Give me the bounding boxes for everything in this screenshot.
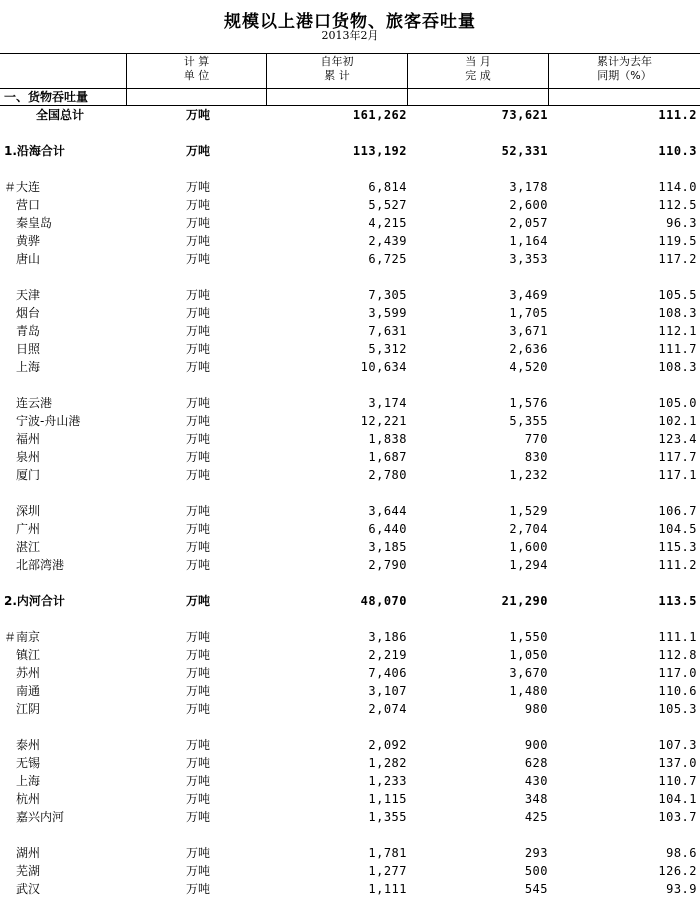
row-yoy-value: 117.0 (658, 666, 697, 680)
row-month-value: 1,705 (509, 306, 548, 320)
row-unit: 万吨 (186, 540, 211, 554)
row-month-value: 1,480 (509, 684, 548, 698)
row-month-value: 2,600 (509, 198, 548, 212)
row-ytd-value: 3,107 (368, 684, 407, 698)
table-row (0, 394, 700, 412)
row-unit: 万吨 (186, 234, 211, 248)
row-ytd-value: 6,725 (368, 252, 407, 266)
row-month-value: 3,178 (509, 180, 548, 194)
table-row (0, 286, 700, 304)
row-name: 1.沿海合计 (4, 144, 65, 158)
row-month-value: 293 (524, 846, 548, 860)
row-name: 深圳 (16, 504, 41, 518)
row-month-value: 5,355 (509, 414, 548, 428)
row-ytd-value: 1,233 (368, 774, 407, 788)
table-row (0, 340, 700, 358)
table-row (0, 250, 700, 268)
row-yoy-value: 111.2 (658, 108, 697, 122)
row-name: ＃南京 (4, 630, 41, 644)
row-name: 杭州 (16, 792, 41, 806)
row-ytd-value: 2,219 (368, 648, 407, 662)
page-subtitle: 2013年2月 (321, 29, 379, 42)
row-name: 福州 (16, 432, 41, 446)
table-row (0, 628, 700, 646)
table-row (0, 502, 700, 520)
row-ytd-value: 2,074 (368, 702, 407, 716)
row-ytd-value: 1,282 (368, 756, 407, 770)
header-ytd-line1: 自年初 (320, 55, 354, 68)
row-ytd-value: 5,312 (368, 342, 407, 356)
row-unit: 万吨 (186, 288, 211, 302)
row-ytd-value: 12,221 (360, 414, 407, 428)
table-row (0, 448, 700, 466)
row-name: 泰州 (16, 738, 41, 752)
row-unit: 万吨 (186, 684, 211, 698)
row-month-value: 3,671 (509, 324, 548, 338)
row-month-value: 1,529 (509, 504, 548, 518)
row-name: 日照 (16, 342, 41, 356)
row-yoy-value: 126.2 (658, 864, 697, 878)
row-month-value: 2,704 (509, 522, 548, 536)
row-name: 芜湖 (16, 864, 41, 878)
table-row (0, 664, 700, 682)
row-name: 2.内河合计 (4, 594, 65, 608)
row-ytd-value: 6,814 (368, 180, 407, 194)
row-month-value: 73,621 (501, 108, 548, 122)
row-month-value: 425 (524, 810, 548, 824)
row-unit: 万吨 (186, 414, 211, 428)
row-month-value: 3,670 (509, 666, 548, 680)
row-name: 北部湾港 (16, 558, 65, 572)
table-row (0, 232, 700, 250)
row-ytd-value: 1,111 (368, 882, 407, 896)
header-month-line1: 当 月 (465, 55, 491, 68)
table-row (0, 880, 700, 898)
row-unit: 万吨 (186, 810, 211, 824)
row-ytd-value: 3,185 (368, 540, 407, 554)
row-name: 上海 (16, 774, 41, 788)
row-yoy-value: 105.5 (658, 288, 697, 302)
table-row (0, 412, 700, 430)
row-yoy-value: 111.7 (658, 342, 697, 356)
row-ytd-value: 161,262 (352, 108, 407, 122)
row-yoy-value: 103.7 (658, 810, 697, 824)
row-month-value: 1,164 (509, 234, 548, 248)
row-month-value: 2,057 (509, 216, 548, 230)
row-ytd-value: 1,687 (368, 450, 407, 464)
row-ytd-value: 2,790 (368, 558, 407, 572)
row-yoy-value: 111.1 (658, 630, 697, 644)
table-row (0, 178, 700, 196)
header-ytd-line2: 累 计 (324, 69, 350, 82)
row-name: 苏州 (16, 666, 41, 680)
row-ytd-value: 1,115 (368, 792, 407, 806)
table-row (0, 682, 700, 700)
row-month-value: 3,469 (509, 288, 548, 302)
row-unit: 万吨 (186, 504, 211, 518)
row-name: 厦门 (16, 468, 41, 482)
row-unit: 万吨 (186, 306, 211, 320)
row-ytd-value: 1,277 (368, 864, 407, 878)
row-yoy-value: 110.6 (658, 684, 697, 698)
row-yoy-value: 105.0 (658, 396, 697, 410)
row-month-value: 1,600 (509, 540, 548, 554)
row-month-value: 52,331 (501, 144, 548, 158)
row-ytd-value: 1,838 (368, 432, 407, 446)
row-unit: 万吨 (186, 198, 211, 212)
row-name: ＃大连 (4, 180, 41, 194)
row-unit: 万吨 (186, 522, 211, 536)
table-row (0, 700, 700, 718)
row-name: 宁波-舟山港 (16, 414, 81, 428)
row-month-value: 4,520 (509, 360, 548, 374)
row-yoy-value: 117.1 (658, 468, 697, 482)
row-unit: 万吨 (186, 738, 211, 752)
header-month-line2: 完 成 (465, 69, 491, 82)
row-ytd-value: 7,631 (368, 324, 407, 338)
row-month-value: 1,294 (509, 558, 548, 572)
row-unit: 万吨 (186, 558, 211, 572)
row-ytd-value: 4,215 (368, 216, 407, 230)
row-unit: 万吨 (186, 648, 211, 662)
row-name: 武汉 (16, 882, 41, 896)
table-row (0, 862, 700, 880)
row-name: 湛江 (16, 540, 41, 554)
row-ytd-value: 3,174 (368, 396, 407, 410)
row-unit: 万吨 (186, 432, 211, 446)
row-month-value: 900 (524, 738, 548, 752)
row-yoy-value: 112.8 (658, 648, 697, 662)
row-unit: 万吨 (186, 846, 211, 860)
row-unit: 万吨 (186, 360, 211, 374)
row-name: 江阴 (16, 702, 41, 716)
row-ytd-value: 2,780 (368, 468, 407, 482)
row-name: 青岛 (16, 324, 41, 338)
table-row (0, 322, 700, 340)
row-month-value: 500 (524, 864, 548, 878)
row-name: 上海 (16, 360, 41, 374)
row-yoy-value: 108.3 (658, 306, 697, 320)
row-unit: 万吨 (186, 342, 211, 356)
row-unit: 万吨 (186, 180, 211, 194)
table-row (0, 646, 700, 664)
row-month-value: 770 (524, 432, 548, 446)
row-yoy-value: 111.2 (658, 558, 697, 572)
table-row (0, 844, 700, 862)
row-month-value: 1,232 (509, 468, 548, 482)
row-ytd-value: 1,781 (368, 846, 407, 860)
row-yoy-value: 113.5 (658, 594, 697, 608)
row-unit: 万吨 (186, 108, 211, 122)
row-unit: 万吨 (186, 324, 211, 338)
row-name: 连云港 (16, 396, 53, 410)
table-row (0, 808, 700, 826)
row-yoy-value: 114.0 (658, 180, 697, 194)
row-yoy-value: 119.5 (658, 234, 697, 248)
table-row (0, 556, 700, 574)
table-row (0, 142, 700, 160)
row-unit: 万吨 (186, 396, 211, 410)
table-row (0, 196, 700, 214)
row-yoy-value: 112.1 (658, 324, 697, 338)
row-unit: 万吨 (186, 666, 211, 680)
row-ytd-value: 2,439 (368, 234, 407, 248)
row-month-value: 21,290 (501, 594, 548, 608)
page-title: 规模以上港口货物、旅客吞吐量 (224, 12, 476, 32)
row-month-value: 1,550 (509, 630, 548, 644)
row-yoy-value: 102.1 (658, 414, 697, 428)
row-unit: 万吨 (186, 702, 211, 716)
row-ytd-value: 2,092 (368, 738, 407, 752)
row-ytd-value: 48,070 (360, 594, 407, 608)
header-unit-line1: 计 算 (183, 55, 210, 68)
table-row (0, 358, 700, 376)
row-name: 黄骅 (16, 234, 41, 248)
row-yoy-value: 112.5 (658, 198, 697, 212)
row-yoy-value: 117.7 (658, 450, 697, 464)
row-yoy-value: 107.3 (658, 738, 697, 752)
row-yoy-value: 117.2 (658, 252, 697, 266)
row-name: 泉州 (16, 450, 41, 464)
table-row (0, 790, 700, 808)
table-row (0, 754, 700, 772)
row-month-value: 2,636 (509, 342, 548, 356)
row-unit: 万吨 (186, 594, 211, 608)
row-name: 唐山 (16, 252, 41, 266)
row-name: 湖州 (16, 846, 41, 860)
row-name: 嘉兴内河 (16, 810, 65, 824)
row-yoy-value: 104.1 (658, 792, 697, 806)
row-name: 镇江 (16, 648, 41, 662)
header-unit-line2: 单 位 (183, 69, 210, 82)
row-month-value: 348 (524, 792, 548, 806)
row-name: 南通 (16, 684, 41, 698)
section-heading (0, 88, 700, 106)
row-ytd-value: 113,192 (352, 144, 407, 158)
table-row (0, 430, 700, 448)
row-yoy-value: 110.7 (658, 774, 697, 788)
row-name: 天津 (16, 288, 41, 302)
row-month-value: 1,576 (509, 396, 548, 410)
row-unit: 万吨 (186, 252, 211, 266)
row-month-value: 430 (524, 774, 548, 788)
row-yoy-value: 105.3 (658, 702, 697, 716)
row-ytd-value: 6,440 (368, 522, 407, 536)
row-yoy-value: 123.4 (658, 432, 697, 446)
row-unit: 万吨 (186, 216, 211, 230)
row-unit: 万吨 (186, 468, 211, 482)
row-name: 一、货物吞吐量 (4, 90, 89, 104)
row-ytd-value: 3,599 (368, 306, 407, 320)
table-row (0, 772, 700, 790)
row-yoy-value: 98.6 (666, 846, 697, 860)
table-row (0, 214, 700, 232)
row-yoy-value: 104.5 (658, 522, 697, 536)
row-unit: 万吨 (186, 756, 211, 770)
row-ytd-value: 3,644 (368, 504, 407, 518)
table-row (0, 304, 700, 322)
row-ytd-value: 7,406 (368, 666, 407, 680)
row-yoy-value: 93.9 (666, 882, 697, 896)
row-ytd-value: 1,355 (368, 810, 407, 824)
row-name: 秦皇岛 (16, 216, 53, 230)
row-ytd-value: 3,186 (368, 630, 407, 644)
row-yoy-value: 108.3 (658, 360, 697, 374)
header-yoy-line2: 同期（%） (597, 69, 652, 82)
row-yoy-value: 106.7 (658, 504, 697, 518)
table-row (0, 736, 700, 754)
row-unit: 万吨 (186, 450, 211, 464)
row-yoy-value: 96.3 (666, 216, 697, 230)
table-row (0, 592, 700, 610)
row-unit: 万吨 (186, 774, 211, 788)
table-row (0, 106, 700, 124)
row-unit: 万吨 (186, 144, 211, 158)
row-name: 全国总计 (36, 108, 85, 122)
row-name: 广州 (16, 522, 41, 536)
row-month-value: 830 (524, 450, 548, 464)
table-row (0, 520, 700, 538)
row-yoy-value: 110.3 (658, 144, 697, 158)
row-month-value: 1,050 (509, 648, 548, 662)
row-month-value: 3,353 (509, 252, 548, 266)
row-yoy-value: 115.3 (658, 540, 697, 554)
row-ytd-value: 7,305 (368, 288, 407, 302)
table-row (0, 538, 700, 556)
row-yoy-value: 137.0 (658, 756, 697, 770)
row-month-value: 628 (524, 756, 548, 770)
row-name: 无锡 (16, 756, 41, 770)
row-unit: 万吨 (186, 882, 211, 896)
row-unit: 万吨 (186, 792, 211, 806)
row-unit: 万吨 (186, 864, 211, 878)
row-ytd-value: 10,634 (360, 360, 407, 374)
row-unit: 万吨 (186, 630, 211, 644)
table-row (0, 466, 700, 484)
row-month-value: 980 (524, 702, 548, 716)
row-name: 营口 (16, 198, 41, 212)
row-ytd-value: 5,527 (368, 198, 407, 212)
header-yoy-line1: 累计为去年 (597, 55, 652, 68)
row-name: 烟台 (16, 306, 41, 320)
row-month-value: 545 (524, 882, 548, 896)
